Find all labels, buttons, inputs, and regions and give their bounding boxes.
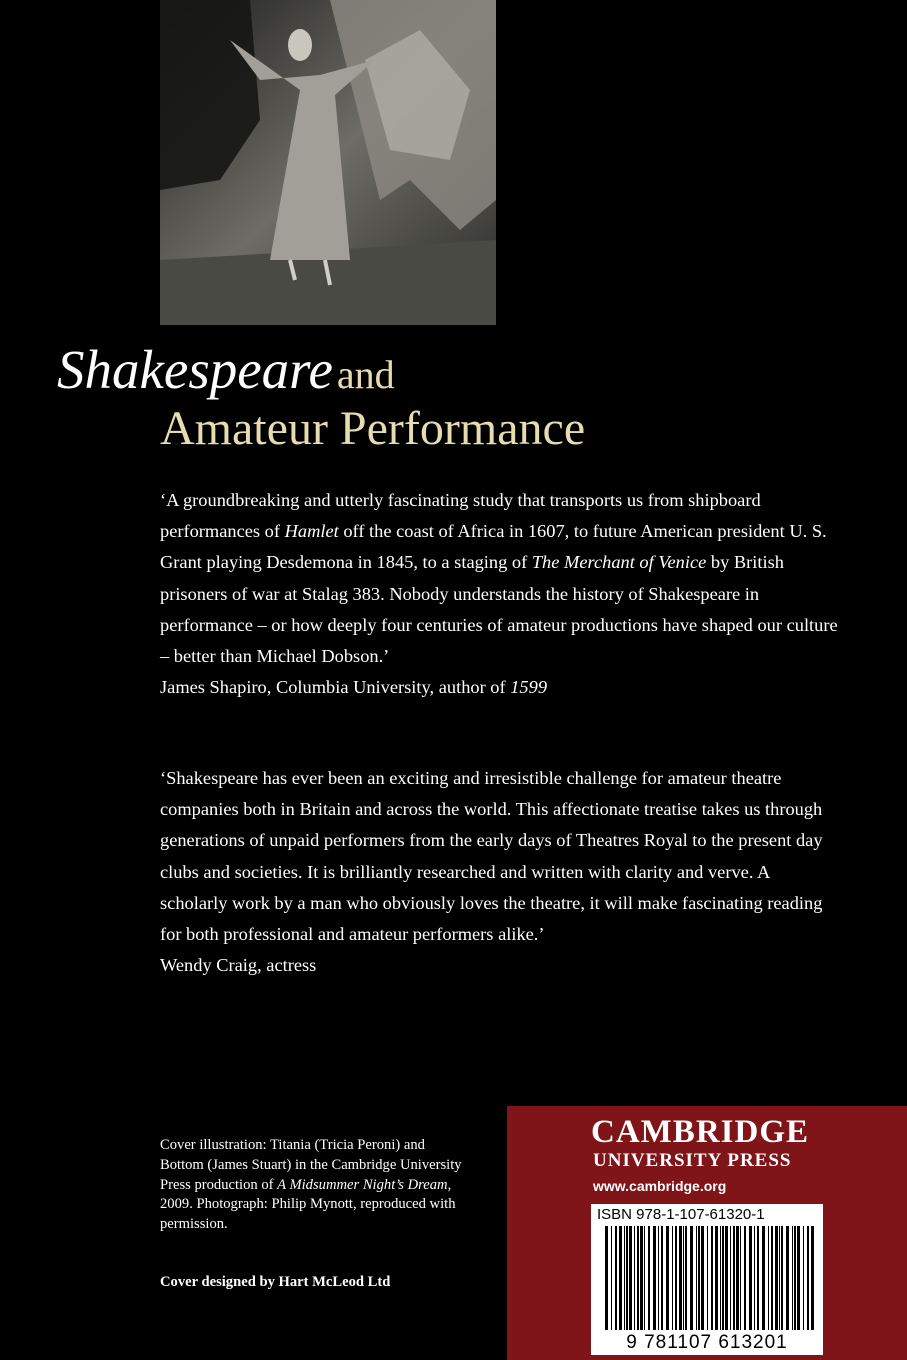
barcode-bar: [792, 1226, 793, 1330]
barcode-bar: [661, 1226, 663, 1330]
barcode-bar: [794, 1226, 796, 1330]
barcode-bar: [634, 1226, 635, 1330]
barcode-bar: [615, 1226, 617, 1330]
barcode-bar: [797, 1226, 800, 1330]
barcode-bar: [762, 1226, 765, 1330]
quote-text: ‘Shakespeare has ever been an exciting and irresistible challenge for amateur theatre companies both in Britain and across the world. This affectionate treatise takes us through generations of unpaid performers from the early days of Theatres Royal to the present day clubs and societies. It is brilliantly researched and written with clarity and verve. A scholarly work by a man who obviously loves the theatre, it will make fascinating reading for both professional and amateur performers alike.’: [160, 768, 823, 945]
attribution-text: James Shapiro, Columbia University, author of: [160, 677, 511, 698]
barcode-bar: [685, 1226, 687, 1330]
publisher-panel: [507, 1106, 907, 1360]
barcode-bar: [744, 1226, 746, 1330]
barcode-bar: [637, 1226, 639, 1330]
barcode-bar: [711, 1226, 713, 1330]
barcode-bar: [736, 1226, 739, 1330]
barcode-bar: [775, 1226, 778, 1330]
barcode-bar: [707, 1226, 708, 1330]
barcode-bar: [672, 1226, 673, 1330]
review-quote-craig: [160, 763, 840, 981]
publisher-sub: UNIVERSITY PRESS: [593, 1150, 792, 1171]
barcode-bar: [683, 1226, 684, 1330]
quote-title-merchant: The Merchant of Venice: [531, 552, 707, 573]
barcode-bar: [722, 1226, 724, 1330]
credit-text: Cover illustration: Titania (Tricia Peroni) and Bottom (James Stuart) in the Cambridge University Press production of: [160, 1137, 462, 1193]
barcode-bar: [696, 1226, 697, 1330]
barcode-bar: [720, 1226, 721, 1330]
book-title: [57, 339, 757, 455]
barcode-bar: [754, 1226, 755, 1330]
barcode-bar: [619, 1226, 622, 1330]
barcode-bar: [725, 1226, 728, 1330]
barcode-bar: [629, 1226, 632, 1330]
publisher-name: CAMBRIDGE: [591, 1114, 810, 1150]
barcode-bar: [648, 1226, 650, 1330]
barcode-bar: [740, 1226, 741, 1330]
title-main: Shakespeare: [57, 339, 333, 400]
barcode-bar: [749, 1226, 752, 1330]
barcode-bar: [701, 1226, 704, 1330]
barcode-bar: [803, 1226, 804, 1330]
photo-icon: [160, 0, 496, 325]
isbn-text: ISBN 978-1-107-61320-1: [597, 1206, 765, 1223]
isbn-barcode: [591, 1204, 823, 1355]
barcode-bar: [653, 1226, 656, 1330]
quote-segment: by British prisoners of war at Stalag 383. Nobody understands the history of Shakespeare in performance – or how deeply four centuries of amateur productions have shaped our culture – better than Michael Dobson.’: [160, 552, 838, 667]
publisher-url: www.cambridge.org: [593, 1178, 727, 1194]
quote-title-hamlet: Hamlet: [284, 521, 339, 542]
barcode-bar: [605, 1226, 608, 1330]
credit-text: , 2009. Photograph: Philip Mynott, reproduced with permission.: [160, 1176, 456, 1233]
cover-designer: Cover designed by Hart McLeod Ltd: [160, 1274, 391, 1290]
barcode-bar: [666, 1226, 669, 1330]
quote-segment: off the coast of Africa in 1607, to future American president U. S. Grant playing Desdemona in 1845, to a staging of: [160, 521, 827, 573]
barcode-bar: [690, 1226, 693, 1330]
barcode-digits: 9 781107 613201: [626, 1332, 788, 1353]
barcode-bar: [715, 1226, 718, 1330]
barcode-bar: [757, 1226, 759, 1330]
attribution-book: 1599: [510, 677, 548, 698]
barcode-bar: [771, 1226, 773, 1330]
quote-text: [160, 485, 840, 672]
barcode-bar: [807, 1226, 809, 1330]
barcode-bar: [675, 1226, 677, 1330]
credit-play-title: A Midsummer Night’s Dream: [277, 1176, 448, 1193]
cover-credit: [160, 1136, 470, 1235]
barcode-bar: [779, 1226, 780, 1330]
barcode-bar: [768, 1226, 769, 1330]
barcode-bar: [658, 1226, 659, 1330]
barcode-bar: [626, 1226, 628, 1330]
barcode-bar: [624, 1226, 625, 1330]
barcode-bar: [730, 1226, 731, 1330]
barcode-bar: [733, 1226, 735, 1330]
title-subtitle: Amateur Performance: [160, 402, 586, 455]
review-quote-shapiro: [160, 485, 840, 703]
cover-photo: [160, 0, 496, 325]
quote-segment: ‘A groundbreaking and utterly fascinating study that transports us from shipboard performances of: [160, 490, 761, 542]
barcode-bar: [698, 1226, 700, 1330]
barcode-bar: [640, 1226, 643, 1330]
title-and: and: [336, 352, 395, 397]
barcode-bar: [781, 1226, 783, 1330]
quote-attribution: Wendy Craig, actress: [160, 955, 317, 976]
barcode-bar: [644, 1226, 645, 1330]
barcode-bar: [679, 1226, 682, 1330]
barcode-bar: [811, 1226, 814, 1330]
barcode-bar: [611, 1226, 612, 1330]
quote-attribution: [160, 672, 840, 703]
barcode-bar: [786, 1226, 789, 1330]
